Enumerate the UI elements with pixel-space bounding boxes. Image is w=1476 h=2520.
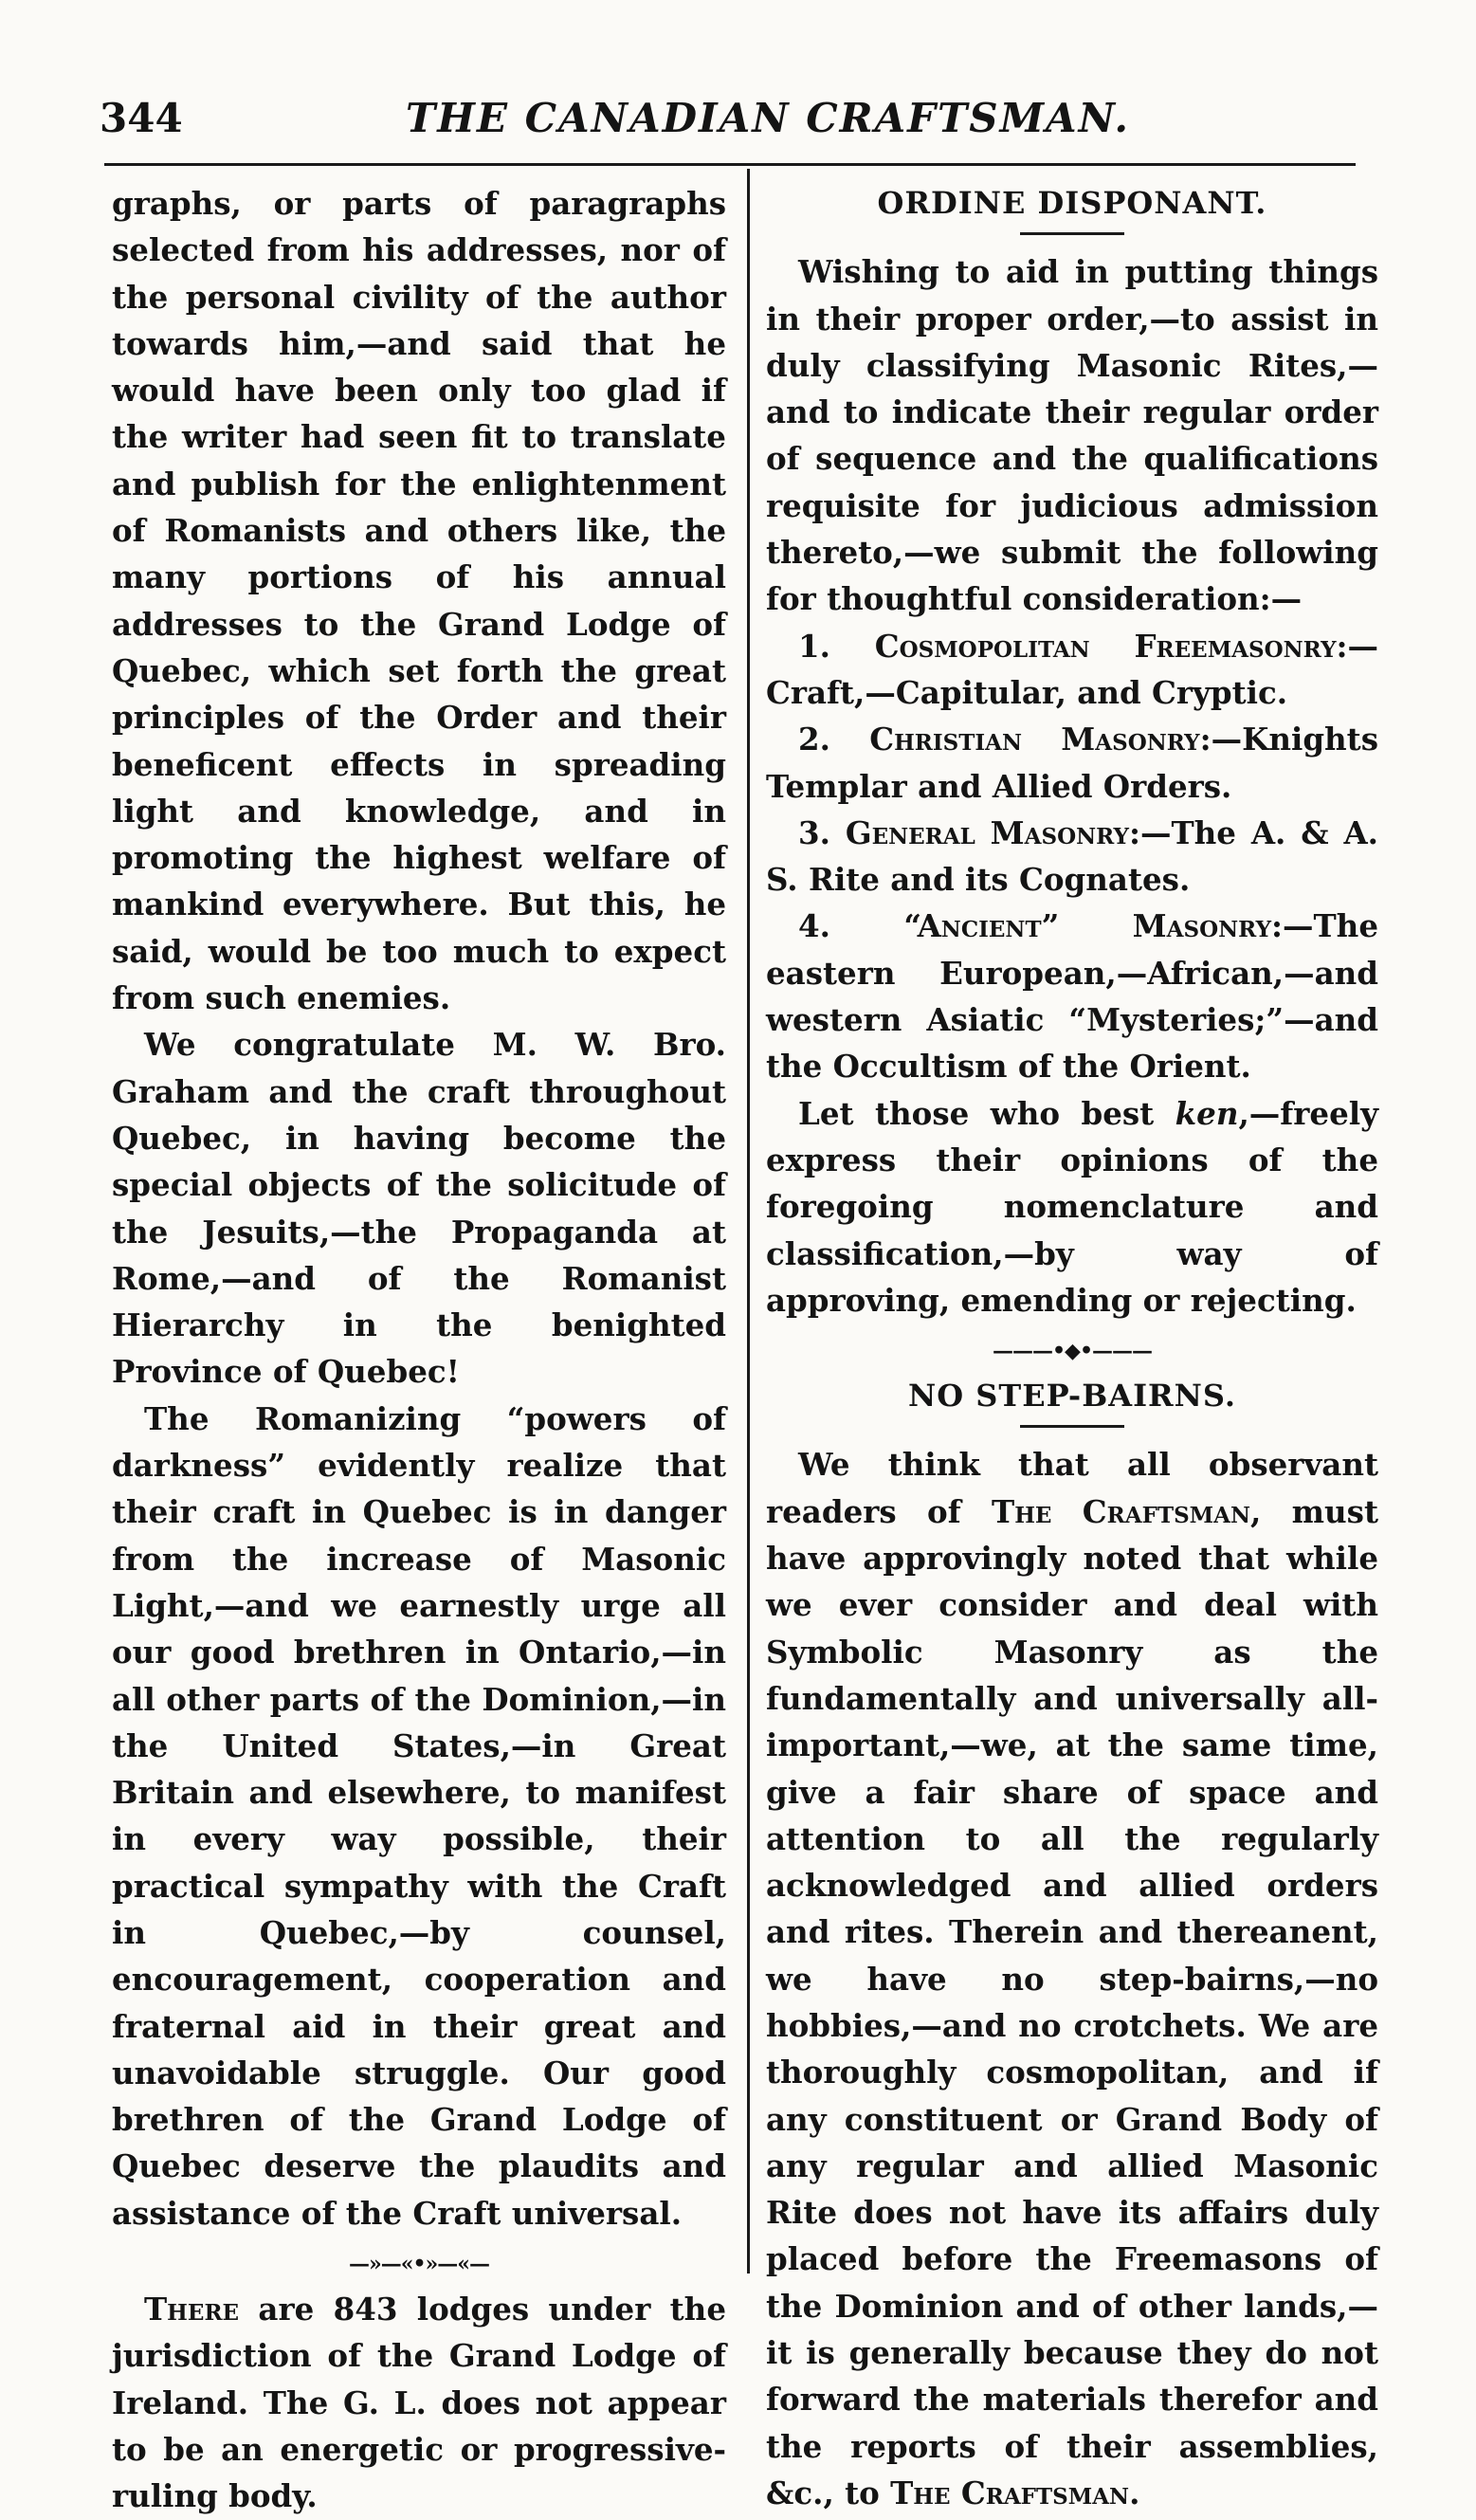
list-item-4-num: 4.: [798, 907, 830, 945]
left-paragraph-4-rest: are 843 lodges under the jurisdiction of the Grand Lodge of Ireland. The G. L. does not appear to be an energetic or progressive-ruling body.: [112, 2291, 726, 2515]
column-divider: [747, 169, 750, 2273]
list-item-2-text: —Knights Templar and Allied Orders.: [766, 721, 1378, 805]
left-column: [112, 180, 726, 2520]
list-item-1: [766, 623, 1378, 717]
list-item-1-num: 1.: [798, 627, 830, 665]
list-item-2-num: 2.: [798, 721, 830, 758]
running-title: THE CANADIAN CRAFTSMAN.: [406, 95, 1130, 141]
right-closing-paragraph: [766, 1090, 1378, 1324]
closing-em: ken: [1175, 1094, 1239, 1132]
list-item-3: [766, 810, 1378, 904]
list-item-3-num: 3.: [798, 813, 830, 851]
list-item-2-title: Christian Masonry:: [869, 721, 1212, 758]
left-paragraph-1: graphs, or parts of paragraphs selected from his addresses, nor of the personal civility of the author towards him,—and said that he would have been only too glad if the writer had seen fit to translate and publish for the enlightenment of Romanists and others like, the many portions of his annual addresses to the Grand Lodge of Quebec, which set forth the great principles of the Order and their beneficent effects in spreading light and knowledge, and in promoting the highest welfare of mankind everywhere. But this, he said, would be too much to expect from such enemies.: [112, 185, 726, 1017]
page-number: 344: [100, 95, 183, 141]
left-paragraph-4: [112, 2286, 726, 2519]
list-item-3-title: General Masonry:: [845, 813, 1140, 851]
list-item-4-text: —The eastern European,—African,—and western Asiatic “Mysteries;”—and the Occultism of the Orient.: [766, 907, 1378, 1086]
page-header: [90, 87, 1389, 163]
heading-no-step-bairns: NO STEP-BAIRNS.: [908, 1378, 1236, 1415]
right-paragraph-step-bairns: [766, 1441, 1378, 2516]
left-paragraph-4-lead: There: [144, 2291, 240, 2328]
heading-rule-2: [1020, 1425, 1124, 1428]
step-bairns-craftsman: The Craftsman: [992, 1492, 1251, 1530]
right-column: [766, 180, 1378, 2516]
list-item-3-text: —The A. & A. S. Rite and its Cognates.: [766, 813, 1378, 899]
step-bairns-pre: We think that all observant readers of: [766, 1446, 1378, 1530]
closing-post: ,—freely express their opinions of the foregoing nomenclature and classification,—by way of approving, emending or rejecting.: [766, 1094, 1378, 1319]
list-item-1-text: —Craft,—Capitular, and Cryptic.: [766, 627, 1378, 711]
list-item-4: [766, 903, 1378, 1089]
heading-ordine-disponant: ORDINE DISPONANT.: [877, 185, 1267, 221]
step-bairns-post: , must have approvingly noted that while we ever consider and deal with Symbolic Masonry as the fundamentally and universally all-important,—we, at the same time, give a fair share of space and attention to all the regularly acknowledged and allied orders and rites. Therein and thereanent, we have no step-bairns,—no hobbies,—and no crotchets. We are thoroughly cosmopolitan, and if any constituent or Grand Body of any regular and allied Masonic Rite does not have its affairs duly placed before the Freemasons of the Dominion and of other lands,—it is generally because they do not forward the materials therefor and the reports of their assemblies, &c., to: [766, 1492, 1378, 2511]
left-paragraph-3: The Romanizing “powers of darkness” evidently realize that their craft in Quebec is in danger from the increase of Masonic Light,—and we earnestly urge all our good brethren in Ontario,—in all other parts of the Dominion,—in the United States,—in Great Britain and elsewhere, to manifest in every way possible, their practical sympathy with the Craft in Quebec,—by counsel, encouragement, cooperation and fraternal aid in their great and unavoidable struggle. Our good brethren of the Grand Lodge of Quebec deserve the plaudits and assistance of the Craft universal.: [112, 1399, 726, 2232]
list-item-2: [766, 716, 1378, 810]
right-ornament: ———•◆•———: [992, 1339, 1153, 1364]
heading-rule: [1020, 232, 1124, 235]
closing-pre: Let those who best: [798, 1094, 1175, 1132]
list-item-1-title: Cosmopolitan Freemasonry:: [874, 627, 1348, 665]
list-item-4-title: “Ancient” Masonry:: [903, 907, 1283, 945]
right-intro-paragraph: Wishing to aid in putting things in their proper order,—to assist in duly classifying Masonic Rites,—and to indicate their regular order of sequence and the qualifications requisite for judicious admission thereto,—we submit the following for thoughtful consideration:—: [766, 253, 1378, 618]
left-ornament: —»—«•»—«—: [348, 2252, 490, 2277]
header-rule: [104, 163, 1356, 166]
left-paragraph-2: We congratulate M. W. Bro. Graham and the craft throughout Quebec, in having become the special objects of the solicitude of the Jesuits,—the Propaganda at Rome,—and of the Romanist Hierarchy in the benighted Province of Quebec!: [112, 1026, 726, 1391]
step-bairns-end: The Craftsman.: [890, 2474, 1140, 2511]
